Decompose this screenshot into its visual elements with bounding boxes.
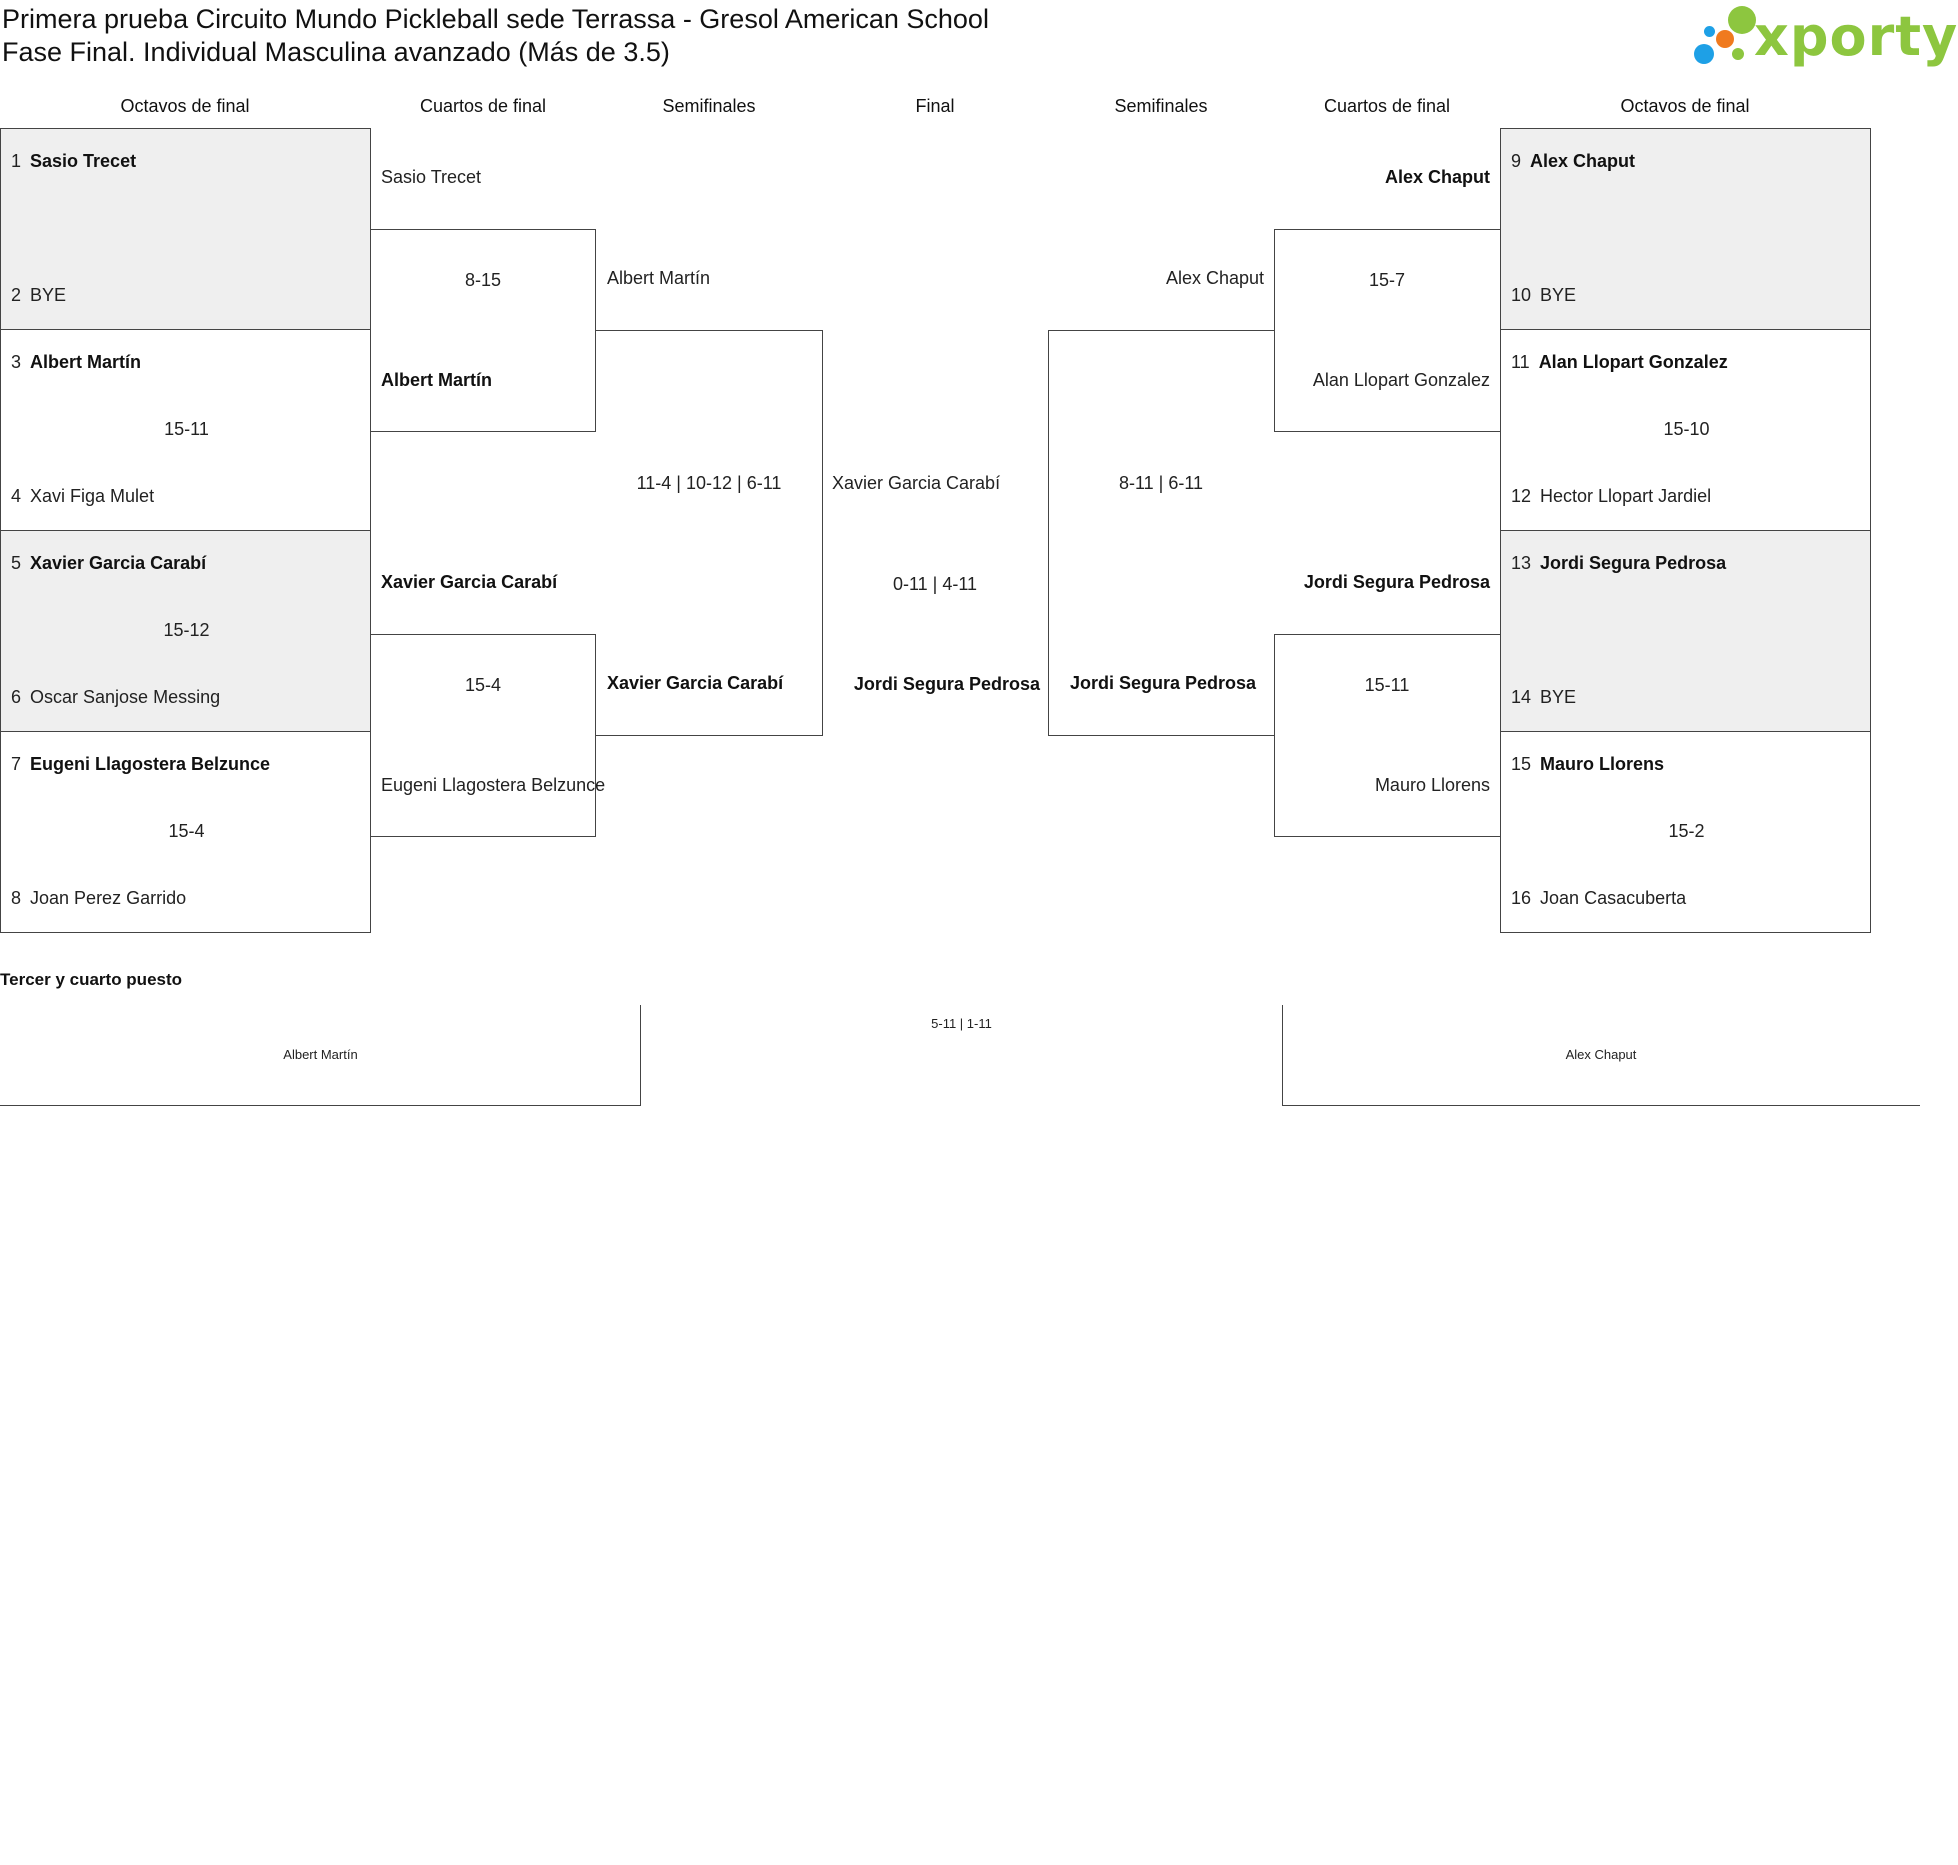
r16-player-a xyxy=(11,151,136,172)
player-name: Xavi Figa Mulet xyxy=(30,486,155,506)
qf-bracket-3 xyxy=(1274,229,1501,432)
player-name: Alan Llopart Gonzalez xyxy=(1538,352,1728,372)
round-header-right-qf: Cuartos de final xyxy=(1323,96,1451,116)
logo-text: xporty xyxy=(1754,5,1958,68)
r16-player-a xyxy=(1511,754,1664,775)
seed-number: 1 xyxy=(11,151,22,171)
logo-dot-blue xyxy=(1694,44,1714,64)
sf-player-a: Albert Martín xyxy=(607,268,711,288)
r16-player-b xyxy=(11,687,220,708)
seed-number: 15 xyxy=(1511,754,1532,774)
xporty-logo xyxy=(1690,0,1958,75)
player-name: Sasio Trecet xyxy=(30,151,137,171)
r16-player-b xyxy=(11,486,154,507)
match-score: 15-2 xyxy=(1668,821,1705,841)
r16-player-b xyxy=(1511,486,1711,507)
seed-number: 13 xyxy=(1511,553,1532,573)
match-score: 15-12 xyxy=(163,620,210,640)
player-name: Joan Casacuberta xyxy=(1540,888,1687,908)
r16-player-b xyxy=(11,285,66,306)
page-title: Primera prueba Circuito Mundo Pickleball sede Terrassa - Gresol American School xyxy=(2,4,989,34)
r16-match-2 xyxy=(0,329,371,531)
logo-dot-orange xyxy=(1716,30,1734,48)
qf-score: 8-15 xyxy=(464,270,502,290)
r16-player-b xyxy=(1511,888,1686,909)
r16-player-b xyxy=(1511,687,1576,708)
seed-number: 5 xyxy=(11,553,22,573)
logo-dot-green xyxy=(1728,6,1756,34)
player-name: BYE xyxy=(30,285,67,305)
qf-player-b: Eugeni Llagostera Belzunce xyxy=(381,775,606,795)
player-name: Albert Martín xyxy=(30,352,142,372)
r16-match-8 xyxy=(1500,731,1871,933)
seed-number: 10 xyxy=(1511,285,1532,305)
r16-player-a xyxy=(1511,151,1635,172)
qf-player-a: Sasio Trecet xyxy=(381,167,482,187)
player-name: Xavier Garcia Carabí xyxy=(30,553,207,573)
round-header-left-r16: Octavos de final xyxy=(120,96,250,116)
player-name: BYE xyxy=(1540,687,1577,707)
qf-score: 15-4 xyxy=(464,675,502,695)
round-header-left-qf: Cuartos de final xyxy=(419,96,547,116)
seed-number: 16 xyxy=(1511,888,1532,908)
r16-match-5 xyxy=(1500,128,1871,330)
sf-player-a: Alex Chaput xyxy=(1165,268,1264,288)
r16-player-b xyxy=(11,888,186,909)
r16-player-a xyxy=(1511,352,1728,373)
seed-number: 4 xyxy=(11,486,22,506)
player-name: Hector Llopart Jardiel xyxy=(1540,486,1712,506)
seed-number: 9 xyxy=(1511,151,1522,171)
seed-number: 8 xyxy=(11,888,22,908)
final-player-a: Xavier Garcia Carabí xyxy=(832,473,1001,493)
qf-player-b: Albert Martín xyxy=(381,370,493,390)
third-place-title: Tercer y cuarto puesto xyxy=(0,970,183,989)
qf-player-a: Alex Chaput xyxy=(1384,167,1490,187)
r16-player-a xyxy=(1511,553,1726,574)
player-name: Eugeni Llagostera Belzunce xyxy=(30,754,271,774)
seed-number: 6 xyxy=(11,687,22,707)
qf-score: 15-11 xyxy=(1364,675,1410,695)
round-header-final: Final xyxy=(915,96,955,116)
third-place-player-a: Albert Martín xyxy=(283,1047,358,1062)
r16-player-a xyxy=(11,352,141,373)
seed-number: 7 xyxy=(11,754,22,774)
sf-score: 11-4 | 10-12 | 6-11 xyxy=(636,473,782,493)
r16-player-a xyxy=(11,553,206,574)
logo-dot-blue-small xyxy=(1704,26,1715,37)
r16-match-1 xyxy=(0,128,371,330)
player-name: Mauro Llorens xyxy=(1540,754,1665,774)
match-score: 15-11 xyxy=(164,419,209,439)
sf-score: 8-11 | 6-11 xyxy=(1118,473,1204,493)
sf-player-b: Jordi Segura Pedrosa xyxy=(1070,673,1257,693)
r16-match-3 xyxy=(0,530,371,732)
third-place-player-b: Alex Chaput xyxy=(1565,1047,1637,1062)
r16-player-a xyxy=(11,754,270,775)
qf-bracket-4 xyxy=(1274,634,1501,837)
r16-match-4 xyxy=(0,731,371,933)
round-header-right-r16: Octavos de final xyxy=(1620,96,1750,116)
logo-dot-green-small xyxy=(1732,48,1744,60)
r16-match-6 xyxy=(1500,329,1871,531)
round-header-right-sf: Semifinales xyxy=(1114,96,1208,116)
qf-bracket-1 xyxy=(370,229,596,432)
match-score: 15-4 xyxy=(168,821,205,841)
sf-player-b: Xavier Garcia Carabí xyxy=(607,673,784,693)
final-score: 0-11 | 4-11 xyxy=(892,574,978,594)
qf-bracket-2 xyxy=(370,634,606,837)
seed-number: 11 xyxy=(1511,352,1530,372)
qf-player-b: Mauro Llorens xyxy=(1374,775,1490,795)
page-subtitle: Fase Final. Individual Masculina avanzado (Más de 3.5) xyxy=(2,37,670,67)
qf-player-a: Xavier Garcia Carabí xyxy=(381,572,558,592)
r16-match-7 xyxy=(1500,530,1871,732)
player-name: Alex Chaput xyxy=(1530,151,1636,171)
final-player-b: Jordi Segura Pedrosa xyxy=(853,674,1040,694)
qf-score: 15-7 xyxy=(1368,270,1406,290)
round-header-left-sf: Semifinales xyxy=(662,96,756,116)
qf-player-a: Jordi Segura Pedrosa xyxy=(1303,572,1490,592)
seed-number: 14 xyxy=(1511,687,1532,707)
player-name: Oscar Sanjose Messing xyxy=(30,687,221,707)
seed-number: 12 xyxy=(1511,486,1532,506)
seed-number: 2 xyxy=(11,285,22,305)
player-name: BYE xyxy=(1540,285,1577,305)
match-score: 15-10 xyxy=(1663,419,1710,439)
seed-number: 3 xyxy=(11,352,22,372)
third-place-score: 5-11 | 1-11 xyxy=(931,1016,992,1031)
r16-player-b xyxy=(1511,285,1576,306)
player-name: Jordi Segura Pedrosa xyxy=(1540,553,1727,573)
qf-player-b: Alan Llopart Gonzalez xyxy=(1312,370,1490,390)
player-name: Joan Perez Garrido xyxy=(30,888,187,908)
